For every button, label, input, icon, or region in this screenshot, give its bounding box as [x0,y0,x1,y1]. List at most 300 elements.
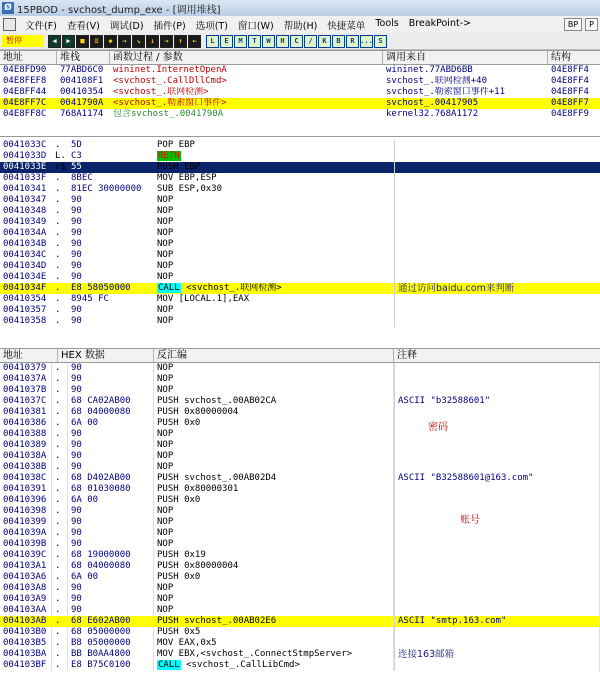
code-address: 0041037C [0,396,52,407]
toolbar-window-button[interactable]: K [318,35,331,48]
code-hex: 90 [71,305,82,315]
code-comment [394,484,600,495]
menu-item[interactable]: 帮助(H) [283,20,318,32]
account-annotation: 账号 [460,515,480,526]
col-address-header-2[interactable]: 地址 [0,349,58,362]
code-marker: . [52,660,68,671]
code-disasm-text: POP EBP [157,140,195,150]
code-hex: 90 [71,250,82,260]
code-marker: . [52,385,68,396]
code-row[interactable] [0,407,600,418]
code-address: 004103A8 [0,583,52,594]
code-row[interactable] [0,184,600,195]
code-row[interactable] [0,162,600,173]
code-address: 00410349 [3,217,47,227]
code-address: 004103B5 [0,638,52,649]
code-marker: . [52,539,68,550]
code-marker: . [52,572,68,583]
code-comment [394,294,600,305]
code-hex: 90 [71,228,82,238]
call-stack-row[interactable] [0,109,600,120]
toolbar-window-button[interactable]: T [248,35,261,48]
code-comment [394,305,600,316]
code-row[interactable] [0,195,600,206]
code-marker: . [52,550,68,561]
code-marker: . [52,462,68,473]
code-hex: 6A 00 [68,418,154,429]
code-row[interactable] [0,206,600,217]
code-disasm [154,195,394,206]
code-marker: L. [55,151,66,161]
status-paused-badge: 暂停 [2,35,44,47]
code-row[interactable] [0,583,600,594]
code-row[interactable] [0,363,600,374]
col-address-header[interactable]: 地址 [0,51,57,64]
code-address: 00410388 [0,429,52,440]
code-comment [394,561,600,572]
code-disasm [154,572,394,583]
code-marker: . [52,440,68,451]
code-row[interactable] [0,451,600,462]
code-disasm-text: NOP [157,316,174,326]
run-controls [48,35,201,48]
system-menu-icon[interactable] [3,18,16,31]
code-disasm-text: PUSH svchost_.00AB02CA [157,396,277,406]
menu-bar [0,16,600,34]
code-address: 004103BF [0,660,52,671]
code-comment [394,495,600,506]
code-disasm-text: PUSH EBP [157,162,201,172]
code-address: 0041038C [0,473,52,484]
code-disasm-text: NOP [157,374,174,384]
code-marker: . [52,561,68,572]
toolbar-run-button[interactable]: ↓ [146,35,159,48]
code-marker: . [55,140,61,150]
code-row[interactable] [0,283,600,294]
code-marker: . [55,294,61,304]
code-disasm [154,363,394,374]
toolbar-run-button[interactable]: → [118,35,131,48]
code-comment [394,217,600,228]
code-address: 00410396 [0,495,52,506]
toolbar-window-button[interactable]: L [206,35,219,48]
code-disasm-text: NOP [157,462,174,472]
menu-item[interactable]: 选项(T) [195,20,228,32]
code-row[interactable] [0,660,600,671]
code-address: 0041033C [3,140,47,150]
call-stack-called-from: wininet.77ABD6BB [386,65,473,75]
call-stack-value: 77ABD6C0 [60,65,104,75]
toolbar-window-button[interactable]: C [290,35,303,48]
call-stack-frame: 04E8FF4 [551,65,589,75]
code-disasm [154,217,394,228]
toolbar-run-button[interactable]: → [160,35,173,48]
call-stack-address: 04E8FF7C [3,98,47,108]
code-address: 004103A6 [0,572,52,583]
code-address: 0041038B [0,462,52,473]
menu-item[interactable]: 快捷菜单 [327,20,366,32]
code-address: 00410379 [0,363,52,374]
code-hex: 68 05000000 [68,627,154,638]
code-disasm [154,583,394,594]
menu-item[interactable]: 窗口(W) [237,20,274,32]
code-row[interactable] [0,528,600,539]
menu-item[interactable]: Tools [375,17,399,29]
code-hex: 90 [68,385,154,396]
code-marker: . [52,616,68,627]
code-comment [394,594,600,605]
code-row[interactable] [0,440,600,451]
code-hex: 90 [71,195,82,205]
code-row[interactable] [0,173,600,184]
code-address: 0041038A [0,451,52,462]
call-stack-proc: 包含svchost_.0041790A [113,109,224,119]
code-address: 0041034C [3,250,47,260]
call-stack-value: 00410354 [60,87,104,97]
code-disasm-text: NOP [157,195,174,205]
code-disasm-text: PUSH 0x0 [157,495,201,505]
code-disasm-text: NOP [157,506,174,516]
code-row[interactable] [0,517,600,528]
code-disasm-text: NOP [157,539,174,549]
toolbar-window-button[interactable]: B [332,35,345,48]
code-marker: . [52,429,68,440]
code-disasm-text: PUSH 0x5 [157,627,201,637]
toolbar-run-button[interactable]: ↑ [174,35,187,48]
code-hex: 90 [71,316,82,326]
code-row[interactable] [0,561,600,572]
call-stack-value: 768A1174 [60,109,104,119]
code-disasm-text: NOP [157,206,174,216]
code-disasm [154,305,394,316]
code-disasm-text: NOP [157,217,174,227]
code-disasm-text: NOP [157,272,174,282]
menu-item[interactable]: 调试(D) [109,20,144,32]
code-disasm [154,561,394,572]
code-row[interactable] [0,495,600,506]
window-buttons [564,18,598,31]
code-address: 00410389 [0,440,52,451]
call-stack-header [0,50,600,65]
code-hex: 90 [68,374,154,385]
code-row[interactable] [0,239,600,250]
call-stack-proc: <svchost_.勒索窗口事件> [113,98,227,108]
code-comment [394,539,600,550]
col-frame-header[interactable]: 结构 [551,52,571,63]
code-disasm [154,385,394,396]
code-address: 0041039C [0,550,52,561]
code-row[interactable] [0,396,600,407]
code-marker: . [52,407,68,418]
code-marker: . [52,605,68,616]
bp-button[interactable]: BP [564,18,582,31]
toolbar-window-button[interactable]: / [304,35,317,48]
code-marker: . [52,649,68,660]
code-comment: 通过访问baidu.com来判断 [394,283,600,294]
code-comment [394,638,600,649]
call-stack-row[interactable] [0,87,600,98]
disassembly-pane [0,348,600,697]
code-hex: 90 [68,506,154,517]
toolbar-window-button[interactable]: W [262,35,275,48]
code-disasm-text: PUSH 0x19 [157,550,206,560]
code-disasm-text: NOP [157,440,174,450]
col-comment-header[interactable]: 注释 [397,350,417,361]
code-disasm [154,294,394,305]
toolbar-window-button[interactable]: E [220,35,233,48]
code-comment [394,228,600,239]
toolbar-run-button[interactable]: ◀ [48,35,61,48]
toolbar-run-button[interactable]: ◆ [104,35,117,48]
call-stack-row[interactable] [0,65,600,76]
code-row[interactable] [0,484,600,495]
code-address: 004103AA [0,605,52,616]
code-address: 004103BA [0,649,52,660]
toolbar-run-button[interactable]: ↘ [132,35,145,48]
menu-item[interactable]: BreakPoint-> [408,17,472,29]
toolbar-window-button[interactable]: S [374,35,387,48]
code-row[interactable] [0,294,600,305]
code-disasm [154,484,394,495]
code-disasm [154,283,394,294]
code-comment [394,363,600,374]
code-disasm-text: MOV EBP,ESP [157,173,217,183]
menu-item[interactable]: 文件(F) [25,20,57,32]
code-marker: . [52,627,68,638]
code-disasm [154,462,394,473]
app-logo-icon: Ø [2,2,14,14]
code-marker: . [52,363,68,374]
toolbar-window-button[interactable]: H [276,35,289,48]
code-hex: 90 [68,429,154,440]
code-row[interactable] [0,594,600,605]
code-marker: . [52,484,68,495]
code-address: 0041034D [3,261,47,271]
col-called-from-header[interactable]: 调用来自 [383,51,548,64]
toolbar-run-button[interactable]: ← [188,35,201,48]
code-rows [0,137,600,327]
code-comment [394,195,600,206]
toolbar [0,33,600,50]
code-disasm-text: NOP [157,517,174,527]
call-stack-called-from: svchost_.00417905 [386,98,479,108]
code-comment [394,528,600,539]
code-row[interactable] [0,418,600,429]
code-row[interactable] [0,429,600,440]
code-disasm [154,206,394,217]
code-disasm [154,173,394,184]
code-row[interactable] [0,316,600,327]
code-comment [394,451,600,462]
code-hex: 90 [68,528,154,539]
col-disasm-header[interactable]: 反汇编 [154,349,394,362]
code-row[interactable] [0,550,600,561]
code-address: 004103B0 [0,627,52,638]
call-stack-address: 04E8FEF8 [3,76,47,86]
code-marker: . [55,316,61,326]
code-disasm [154,440,394,451]
call-stack-row[interactable] [0,76,600,87]
call-stack-row[interactable] [0,98,600,109]
code-hex: 6A 00 [68,572,154,583]
col-proc-header[interactable]: 函数过程 / 参数 [110,51,383,64]
code-hex: 8BEC [71,173,93,183]
code-disasm-text: NOP [157,429,174,439]
code-address: 00410341 [3,184,47,194]
code-disasm [154,272,394,283]
code-disasm [154,539,394,550]
code-disasm-text: <svchost_.联网检测> [186,283,282,293]
p-button[interactable]: P [585,18,598,31]
code-row[interactable] [0,638,600,649]
menu-item[interactable]: 插件(P) [153,20,186,32]
code-comment [394,506,600,517]
code-row[interactable] [0,250,600,261]
code-row[interactable] [0,140,600,151]
toolbar-run-button[interactable]: ≡ [90,35,103,48]
code-address: 0041034E [3,272,47,282]
code-comment [394,407,600,418]
code-marker: . [55,272,61,282]
code-row[interactable] [0,272,600,283]
code-comment [394,517,600,528]
toolbar-run-button[interactable]: ■ [76,35,89,48]
code-disasm [154,594,394,605]
code-row[interactable] [0,627,600,638]
code-marker: . [55,228,61,238]
code-disasm [154,396,394,407]
call-keyword: CALL [158,660,180,670]
code-row[interactable] [0,473,600,484]
code-disasm-text: PUSH 0x80000004 [157,407,239,417]
code-row[interactable] [0,261,600,272]
col-stack-header[interactable]: 堆栈 [57,51,110,64]
code-hex: 68 04000080 [68,561,154,572]
code-marker: . [52,638,68,649]
code-disasm [154,250,394,261]
code-comment [394,239,600,250]
call-stack-pane [0,50,600,128]
toolbar-window-button[interactable]: M [234,35,247,48]
code-hex: BB B0AA4800 [68,649,154,660]
code-row[interactable] [0,539,600,550]
code-hex: E8 58050000 [71,283,131,293]
code-disasm-text: PUSH 0x80000301 [157,484,239,494]
code-marker: . [52,495,68,506]
call-stack-value: 0041790A [60,98,104,108]
code-disasm-text: SUB ESP,0x30 [157,184,223,194]
toolbar-run-button[interactable]: ▶ [62,35,75,48]
code-row[interactable] [0,605,600,616]
code-row[interactable] [0,506,600,517]
code-address: 00410358 [3,316,47,326]
code-marker: . [55,195,61,205]
code-disasm-text: MOV EAX,0x5 [157,638,217,648]
code-disasm [154,473,394,484]
code-disasm-text: PUSH svchost_.00AB02D4 [157,473,277,483]
code-disasm [154,605,394,616]
code-comment [394,583,600,594]
call-stack-called-from: kernel32.768A1172 [386,109,479,119]
col-hex-header[interactable]: HEX 数据 [58,349,154,362]
code-row[interactable] [0,217,600,228]
code-row[interactable] [0,385,600,396]
call-stack-frame: 04E8FF7 [551,98,589,108]
code-row[interactable] [0,649,600,660]
code-disasm-text: NOP [157,239,174,249]
code-disasm-text: PUSH 0x80000004 [157,561,239,571]
code-comment [394,173,600,184]
code-disasm-text: PUSH svchost_.00AB02E6 [157,616,277,626]
code-comment [394,385,600,396]
code-address: 0041034B [3,239,47,249]
call-stack-proc: wininet.InternetOpenA [113,65,227,75]
code-address: 00410398 [0,506,52,517]
toolbar-window-button[interactable]: ... [360,35,373,48]
code-disasm-text: NOP [157,363,174,373]
code-row[interactable] [0,616,600,627]
code-disasm-text: NOP [157,250,174,260]
code-comment [394,184,600,195]
code-address: 0041039A [0,528,52,539]
code-disasm-text: PUSH 0x0 [157,572,201,582]
call-stack-frame: 04E8FF4 [551,76,589,86]
code-row[interactable] [0,228,600,239]
code-row[interactable] [0,462,600,473]
code-address: 00410348 [3,206,47,216]
menu-item[interactable]: 查看(V) [66,20,100,32]
code-hex: E8 B75C0100 [68,660,154,671]
code-address: 0041033E [3,162,47,172]
call-stack-proc: <svchost_.CallDllCmd> [113,76,227,86]
code-hex: 8945 FC [71,294,109,304]
code-disasm [154,627,394,638]
code-disasm-text: MOV [LOCAL.1],EAX [157,294,250,304]
code-marker: . [52,396,68,407]
code-hex: 90 [68,594,154,605]
code-hex: 68 E602AB00 [68,616,154,627]
code-marker: . [55,283,61,293]
code-address: 0041034F [3,283,47,293]
code-disasm-text: NOP [157,528,174,538]
code-row[interactable] [0,151,600,162]
code-comment [394,418,600,429]
code-row[interactable] [0,572,600,583]
code-address: 004103A1 [0,561,52,572]
code-marker: . [55,261,61,271]
code-hex: B8 05000000 [68,638,154,649]
code-disasm [154,638,394,649]
code-hex: 68 D402AB00 [68,473,154,484]
code-marker: . [55,250,61,260]
code-comment [394,572,600,583]
code-disasm [154,649,394,660]
code-row[interactable] [0,305,600,316]
code-hex: 90 [71,206,82,216]
code-hex: C3 [71,151,82,161]
call-stack-rows [0,65,600,120]
code-row[interactable] [0,374,600,385]
toolbar-window-button[interactable]: R [346,35,359,48]
code-marker: . [52,374,68,385]
code-disasm-text: PUSH 0x0 [157,418,201,428]
code-comment [394,627,600,638]
code-comment [394,140,600,151]
code-address: 00410357 [3,305,47,315]
code-marker: . [52,451,68,462]
code-hex: 90 [71,272,82,282]
code-comment [394,162,600,173]
